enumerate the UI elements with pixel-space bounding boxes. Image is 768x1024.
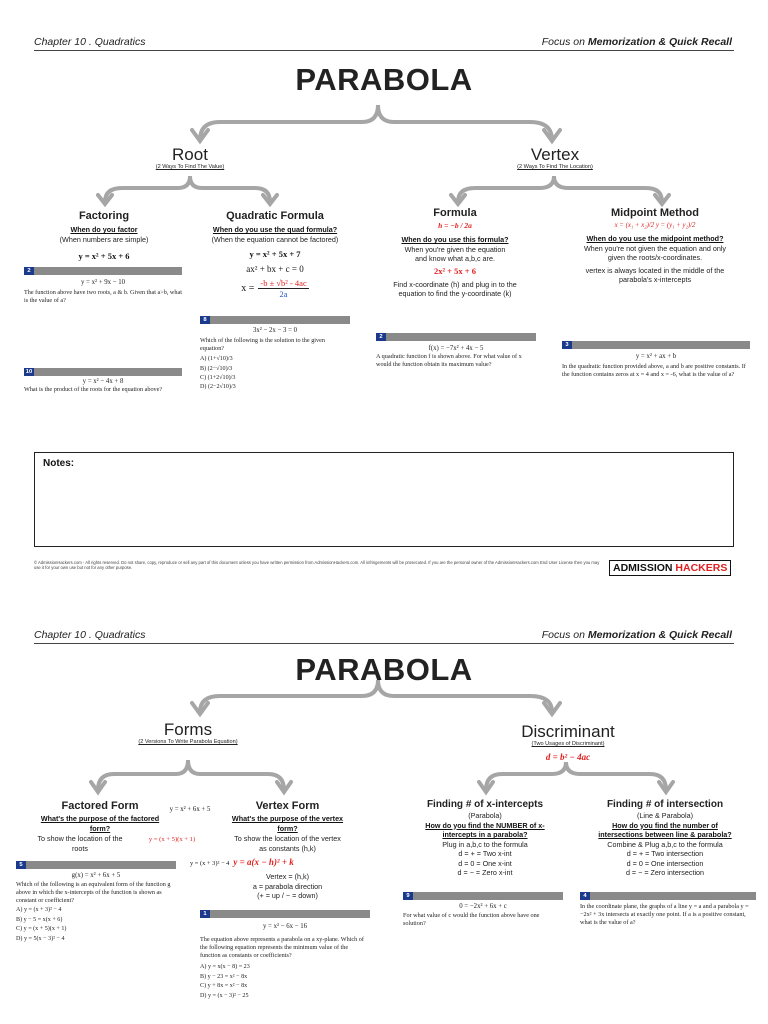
option-c[interactable]: C) y = (x + 5)(x + 1) bbox=[16, 926, 67, 933]
page-title-2: PARABOLA bbox=[295, 652, 473, 687]
focus-header-bold: Memorization & Quick Recall bbox=[587, 629, 732, 641]
question-text: What is the product of the roots for the equation above? bbox=[24, 386, 163, 393]
midpoint-question bbox=[562, 341, 750, 379]
chapter-header-2: Chapter 10 . Quadratics bbox=[34, 629, 146, 641]
vertex-formula-when: When do you use this formula? bbox=[401, 235, 509, 244]
vertex-formula-equation: 2x² + 5x + 6 bbox=[434, 265, 476, 276]
quadratic-when-answer: (When the equation cannot be factored) bbox=[211, 234, 339, 244]
vertex-form-equations bbox=[190, 857, 350, 867]
intersection-rule-2: d = 0 = One intersection bbox=[626, 858, 704, 868]
vertex-form-notes bbox=[230, 872, 345, 901]
vertex-form-purpose: What's the purpose of the vertex form? bbox=[231, 814, 344, 833]
question-bar bbox=[16, 861, 176, 869]
option-b[interactable]: B) (2−√10)/3 bbox=[200, 365, 233, 372]
question-bar bbox=[580, 892, 756, 900]
discriminant-subtitle: (Two Usages of Discriminant) bbox=[531, 741, 605, 747]
question-text: Which of the following is the solution to the given equation? bbox=[200, 337, 325, 353]
question-number: 5 bbox=[16, 861, 26, 869]
factoring-question-2 bbox=[24, 368, 182, 394]
question-equation: y = x² + ax + b bbox=[635, 353, 677, 360]
question-equation: y = x² − 4x + 8 bbox=[82, 378, 124, 385]
factored-side-equation: y = x² + 6x + 5 bbox=[169, 806, 211, 813]
option-d[interactable]: D) y = 5(x − 3)² − 4 bbox=[16, 935, 65, 942]
header-rule-2 bbox=[34, 643, 734, 644]
question-bar bbox=[24, 368, 182, 376]
vertex-form-section bbox=[230, 800, 345, 853]
discriminant-formula: d = b² − 4ac bbox=[545, 752, 591, 762]
question-equation: y = x² + 9x − 10 bbox=[80, 279, 126, 286]
question-text: In the quadratic function provided above, a and b are positive constants. If the function contains zeros at x = 4 and x = -6, what is the value of a? bbox=[562, 363, 746, 379]
factored-question bbox=[16, 861, 176, 944]
question-number: 8 bbox=[200, 316, 210, 324]
answer-options bbox=[16, 906, 176, 944]
question-text: The equation above represents a parabola on a xy-plane. Which of the following equation represents the minimum value of the function as constants or coefficients? bbox=[200, 936, 364, 960]
forms-title: Forms bbox=[163, 720, 213, 739]
question-bar bbox=[200, 316, 350, 324]
question-equation: g(x) = x² + 6x + 5 bbox=[71, 872, 121, 879]
quadratic-formula-title: Quadratic Formula bbox=[226, 210, 324, 222]
focus-header-prefix: Focus on bbox=[541, 629, 588, 641]
midpoint-when: When do you use the midpoint method? bbox=[586, 234, 724, 243]
xint-section bbox=[410, 799, 560, 878]
vertex-formula-desc: Find x-coordinate (h) and plug in to the equation to find the y-coordinate (k) bbox=[393, 279, 517, 298]
notes-box[interactable] bbox=[34, 452, 734, 547]
xint-rule-2: d = 0 = One x-int bbox=[458, 858, 512, 868]
vertex-formula-section bbox=[380, 207, 530, 299]
chapter-header: Chapter 10 . Quadratics bbox=[34, 36, 146, 48]
vertex-formula-title: Formula bbox=[433, 207, 477, 219]
option-a[interactable]: A) y = (x + 3)² − 4 bbox=[16, 907, 62, 914]
vertex-formula-question bbox=[376, 333, 536, 369]
intersection-question bbox=[580, 892, 756, 927]
question-bar bbox=[24, 267, 182, 275]
question-equation: 3x² − 2x − 3 = 0 bbox=[252, 327, 298, 334]
midpoint-formula: x = (x₁ + x₂)/2 y = (y₁ + y₂)/2 bbox=[614, 222, 696, 229]
midpoint-section bbox=[580, 207, 730, 285]
quadratic-formula bbox=[195, 278, 355, 299]
option-a[interactable]: A) (1+√10)/3 bbox=[200, 356, 233, 363]
intersection-how: How do you find the number of intersections between line & parabola? bbox=[598, 820, 732, 839]
factoring-question-1 bbox=[24, 267, 182, 305]
question-bar bbox=[403, 892, 563, 900]
question-text: For what value of c would the function above have one solution? bbox=[403, 912, 540, 928]
vertex-form-example: y = (x + 3)² − 4 bbox=[190, 860, 230, 867]
xint-how: How do you find the NUMBER of x-intercepts in a parabola? bbox=[425, 820, 545, 839]
option-c[interactable]: C) (1+2√10)/3 bbox=[200, 375, 236, 381]
forms-subtitle: (2 Versions To Write Parabola Equation) bbox=[138, 739, 238, 745]
a-note: a = parabola direction bbox=[252, 881, 323, 891]
option-c[interactable]: C) y + 8x = x² − 8x bbox=[200, 983, 248, 990]
standard-form: ax² + bx + c = 0 bbox=[246, 264, 304, 274]
question-text: A quadratic function f is shown above. For what value of x would the function obtain its maximum value? bbox=[376, 353, 522, 369]
question-bar bbox=[376, 333, 536, 341]
option-b[interactable]: B) y − 5 = x(x + 6) bbox=[16, 916, 63, 923]
question-text: Which of the following is an equivalent form of the function g above in which the x-intercepts of the function is shown as constant or coefficient? bbox=[16, 881, 171, 905]
vertex-formula-line1: When you're given the equation bbox=[404, 244, 506, 254]
question-number: 10 bbox=[25, 369, 33, 375]
notes-label: Notes: bbox=[43, 458, 75, 469]
question-bar bbox=[562, 341, 750, 349]
formula-numerator: -b ± √b² - 4ac bbox=[260, 278, 307, 288]
intersection-title: Finding # of intersection bbox=[606, 799, 724, 810]
vertex-title: Vertex bbox=[530, 145, 580, 164]
question-number: 3 bbox=[562, 341, 572, 349]
factored-form-section bbox=[30, 800, 170, 853]
intersection-rule-3: d = − = Zero intersection bbox=[625, 868, 705, 877]
question-number: 1 bbox=[200, 910, 210, 918]
question-number: 2 bbox=[24, 267, 34, 275]
intersection-paren: (Line & Parabola) bbox=[637, 811, 693, 820]
xint-rule-3: d = − = Zero x-int bbox=[457, 868, 513, 877]
option-a[interactable]: A) y = x(x − 8) = 23 bbox=[200, 964, 250, 971]
focus-header-prefix: Focus on bbox=[541, 36, 588, 48]
copyright-notice: © AdmissionHackers.com - All rights reserved. Do not share, copy, reproduce or sell any part of this document unless you have written permission from AdmissionHackers.com. All infringements will be prosecuted. If you are the personal owner of the AdmissionHackers.com End User License then you may use it for your own use but not for any other purpose. bbox=[34, 560, 600, 571]
option-d[interactable]: D) y = (x − 3)² − 25 bbox=[200, 992, 249, 999]
question-equation: 0 = −2x² + 6x + c bbox=[459, 903, 507, 910]
quadratic-when: When do you use the quad formula? bbox=[212, 225, 338, 234]
vertex-form-desc: To show the location of the vertex as constants (h,k) bbox=[234, 834, 341, 853]
factored-form-title: Factored Form bbox=[61, 800, 139, 812]
option-d[interactable]: D) (2−2√10)/3 bbox=[200, 384, 236, 391]
midpoint-line2: vertex is always located in the middle of the parabola's x-intercepts bbox=[585, 265, 725, 284]
xint-rule-1: d = + = Two x-int bbox=[458, 849, 512, 858]
vertex-form-general: y = a(x − h)² + k bbox=[233, 857, 294, 867]
h-formula: h = −b / 2a bbox=[438, 221, 472, 230]
factoring-when-answer: (When numbers are simple) bbox=[59, 234, 149, 244]
vertex-note: Vertex = (h,k) bbox=[266, 872, 309, 881]
vertex-form-title: Vertex Form bbox=[255, 800, 320, 812]
midpoint-line1: When you're not given the equation and only given the roots/x-coordinates. bbox=[583, 243, 727, 262]
intersection-section bbox=[590, 799, 740, 878]
vertex-form-question bbox=[200, 910, 370, 1001]
vertex-formula-line2: and know what a,b,c are. bbox=[415, 254, 495, 263]
question-number: 2 bbox=[376, 333, 386, 341]
intersection-rule-1: d = + = Two intersection bbox=[626, 849, 704, 858]
question-bar bbox=[200, 910, 370, 918]
root-title: Root bbox=[172, 145, 208, 164]
quadratic-question bbox=[200, 316, 350, 393]
focus-header bbox=[542, 36, 732, 48]
factoring-section bbox=[24, 210, 184, 261]
question-text: In the coordinate plane, the graphs of a line y = a and a parabola y = −2x² + 3x intersects at exactly one point. If a is a positive constant, what is the value of a? bbox=[580, 903, 749, 927]
formula-x: x = bbox=[241, 283, 255, 294]
focus-header-2 bbox=[542, 629, 732, 641]
answer-options bbox=[200, 355, 350, 393]
midpoint-title: Midpoint Method bbox=[611, 207, 699, 219]
factored-purpose: What's the purpose of the factored form? bbox=[40, 814, 160, 833]
xint-title: Finding # of x-intercepts bbox=[426, 799, 544, 810]
factoring-title: Factoring bbox=[78, 210, 130, 222]
question-number: 9 bbox=[403, 892, 413, 900]
root-subtitle: (2 Ways To Find The Value) bbox=[155, 164, 225, 170]
quadratic-formula-section bbox=[195, 210, 355, 299]
option-b[interactable]: B) y − 23 = x² − 8x bbox=[200, 973, 248, 980]
discriminant-title: Discriminant bbox=[521, 722, 615, 741]
question-text: The function above have two roots, a & b. Given that a>b, what is the value of a? bbox=[24, 289, 182, 305]
factoring-equation: y = x² + 5x + 6 bbox=[78, 251, 130, 261]
answer-options bbox=[200, 963, 370, 1001]
question-equation: f(x) = −7x² + 4x − 5 bbox=[428, 345, 484, 352]
header-rule bbox=[34, 50, 734, 51]
quadratic-equation: y = x² + 5x + 7 bbox=[249, 249, 301, 259]
intersection-plug: Combine & Plug a,b,c to the formula bbox=[607, 839, 723, 849]
page-gap bbox=[0, 590, 768, 610]
page-title: PARABOLA bbox=[295, 62, 473, 97]
question-equation: y = x² − 6x − 16 bbox=[262, 923, 308, 930]
question-number: 4 bbox=[580, 892, 590, 900]
factoring-when: When do you factor bbox=[70, 225, 138, 234]
factored-example: y = (x + 5)(x + 1) bbox=[148, 836, 196, 843]
xint-plug: Plug in a,b,c to the formula bbox=[442, 839, 528, 849]
a-note-2: (+ = up / − = down) bbox=[257, 891, 318, 900]
focus-header-bold: Memorization & Quick Recall bbox=[587, 36, 732, 48]
xint-question bbox=[403, 892, 563, 928]
formula-denominator: 2a bbox=[279, 289, 288, 299]
vertex-subtitle: (2 Ways To Find The Location) bbox=[517, 164, 593, 170]
factored-desc: To show the location of the roots bbox=[37, 834, 123, 853]
xint-paren: (Parabola) bbox=[468, 811, 502, 820]
brand-logo: ADMISSION HACKERS bbox=[609, 560, 731, 576]
